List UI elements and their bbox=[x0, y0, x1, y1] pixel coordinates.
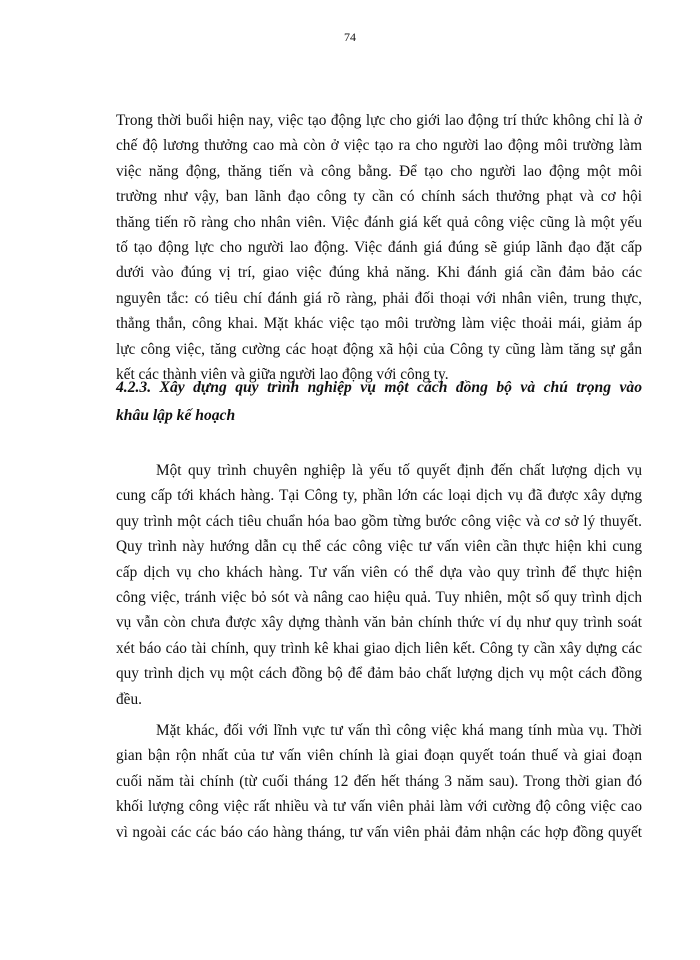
text-line: quy trình dịch vụ một cách đồng bộ để đảm bảo chất lượng dịch vụ một cách đồng bbox=[116, 665, 642, 683]
text-line: dưới vào đúng vị trí, giao việc đúng khả năng. Khi đánh giá cần đảm bảo các bbox=[116, 264, 642, 282]
text-line: nguyên tắc: có tiêu chí đánh giá rõ ràng, phải đối thoại với nhân viên, trung thực, bbox=[116, 289, 642, 307]
text-line: chế độ lương thưởng cao mà còn ở việc tạo ra cho người lao động môi trường làm bbox=[116, 137, 642, 155]
text-line: gian bận rộn nhất của tư vấn viên chính là giai đoạn quyết toán thuế và giai đoạn bbox=[116, 747, 642, 765]
page-number: 74 bbox=[344, 30, 356, 44]
paragraph-employee-motivation bbox=[116, 108, 642, 387]
text-line: cuối năm tài chính (từ cuối tháng 12 đến hết tháng 3 năm sau). Trong thời gian đó bbox=[116, 772, 642, 790]
text-line: tố tạo động lực cho người lao động. Việc đánh giá đúng sẽ giúp lãnh đạo đặt cấp bbox=[116, 238, 642, 256]
text-line: Trong thời buổi hiện nay, việc tạo động lực cho giới lao động trí thức không chỉ là ở bbox=[116, 112, 642, 129]
text-line: Một quy trình chuyên nghiệp là yếu tố quyết định đến chất lượng dịch vụ bbox=[156, 462, 642, 479]
text-line: trường như vậy, ban lãnh đạo công ty cần có chính sách thưởng phạt và cơ hội bbox=[116, 188, 642, 206]
text-line: vì ngoài các các báo cáo hàng tháng, tư vấn viên phải đảm nhận các hợp đồng quyết bbox=[116, 823, 642, 841]
text-line: quy trình một cách tiêu chuẩn hóa bao gồm từng bước công việc và cơ sở lý thuyết. bbox=[116, 512, 642, 530]
text-line: việc năng động, thăng tiến và công bằng. Để tạo cho người lao động một môi bbox=[116, 162, 642, 180]
text-line: kết các thành viên và giữa người lao động với công ty. bbox=[116, 365, 449, 383]
heading-line: 4.2.3. Xây dựng quy trình nghiệp vụ một cách đồng bộ và chú trọng vào bbox=[116, 379, 642, 396]
paragraph-seasonality bbox=[116, 718, 642, 845]
heading-line: khâu lập kế hoạch bbox=[116, 407, 236, 424]
text-line: lực công việc, tăng cường các hoạt động xã hội của Công ty cũng làm tăng sự gắn bbox=[116, 340, 642, 358]
text-line: đều. bbox=[116, 690, 142, 708]
text-line: vụ vẫn còn chưa được xây dựng thành văn bản chính thức ví dụ như quy trình soát bbox=[116, 614, 642, 632]
text-line: cung cấp tới khách hàng. Tại Công ty, phần lớn các loại dịch vụ đã được xây dựng bbox=[116, 487, 642, 505]
paragraph-process bbox=[116, 458, 642, 712]
text-line: cấp dịch vụ cho khách hàng. Tư vấn viên có thể dựa vào quy trình để thực hiện bbox=[116, 563, 642, 581]
text-line: khối lượng công việc rất nhiều và tư vấn viên phải làm với cường độ công việc cao bbox=[116, 798, 642, 816]
text-line: thẳng thắn, công khai. Mặt khác việc tạo môi trường làm việc thoải mái, giảm áp bbox=[116, 315, 642, 333]
text-line: công việc, tránh việc bỏ sót và nâng cao hiệu quả. Tuy nhiên, một số quy trình dịch bbox=[116, 588, 642, 606]
section-heading bbox=[116, 374, 642, 430]
text-line: Quy trình này hướng dẫn cụ thể các công việc tư vấn viên cần thực hiện khi cung bbox=[116, 538, 642, 556]
text-line: Mặt khác, đối với lĩnh vực tư vấn thì công việc khá mang tính mùa vụ. Thời bbox=[156, 722, 642, 739]
text-line: xét báo cáo tài chính, quy trình kê khai giao dịch liên kết. Công ty cần xây dựng các bbox=[116, 639, 642, 657]
text-line: thăng tiến rõ ràng cho nhân viên. Việc đánh giá kết quả công việc cũng là một yếu bbox=[116, 213, 642, 231]
